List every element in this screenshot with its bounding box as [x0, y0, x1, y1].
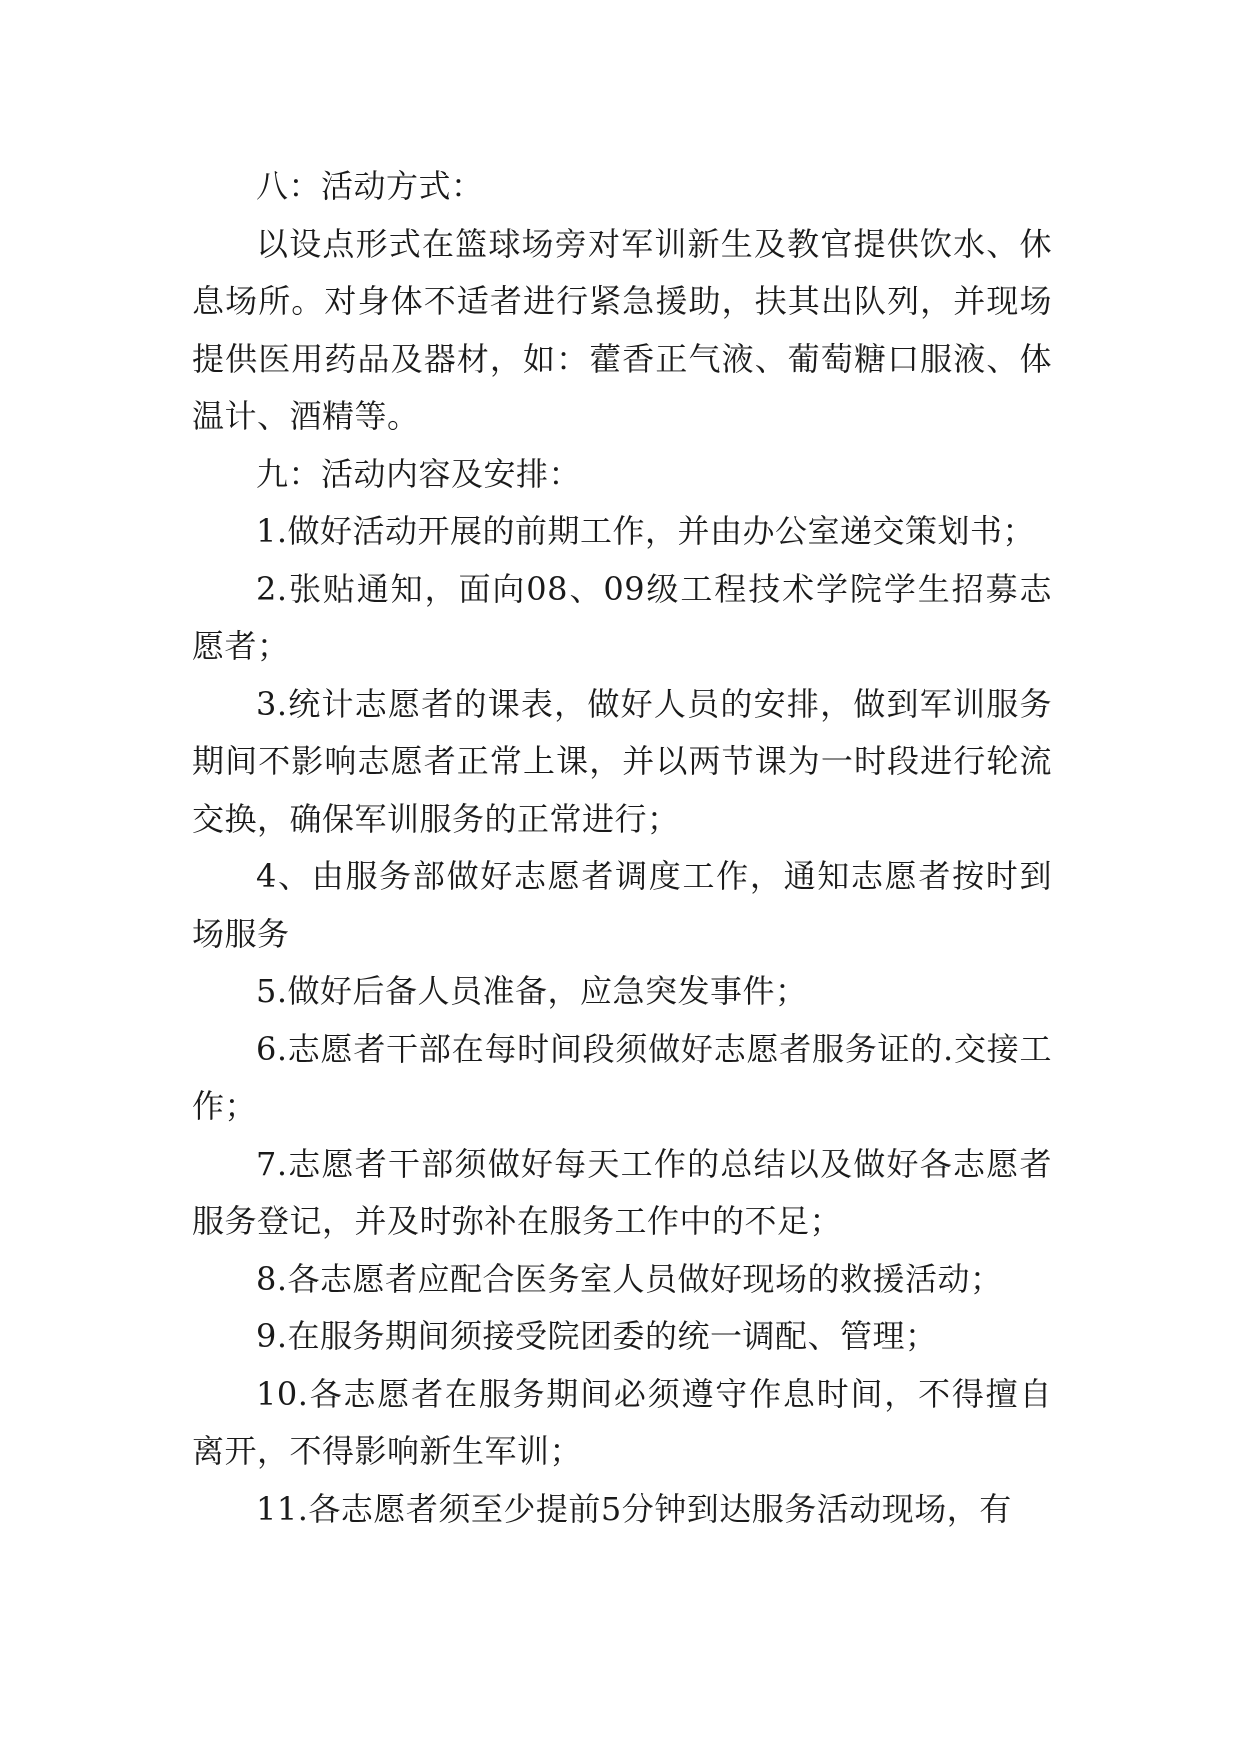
document-body	[192, 158, 1052, 1538]
list-item-4: 4、由服务部做好志愿者调度工作，通知志愿者按时到场服务	[192, 857, 1052, 953]
list-item-10: 10.各志愿者在服务期间必须遵守作息时间，不得擅自离开，不得影响新生军训；	[192, 1374, 1052, 1470]
list-item-1: 1.做好活动开展的前期工作，并由办公室递交策划书；	[256, 512, 1036, 550]
paragraph-activity-method: 以设点形式在篮球场旁对军训新生及教官提供饮水、休息场所。对身体不适者进行紧急援助，扶其出队列，并现场提供医用药品及器材，如：藿香正气液、葡萄糖口服液、体温计、酒精等。	[192, 224, 1052, 435]
section-heading-activity-method: 八：活动方式：	[256, 167, 484, 205]
list-item-2: 2.张贴通知，面向08、09级工程技术学院学生招募志愿者；	[192, 569, 1052, 665]
list-item-11: 11.各志愿者须至少提前5分钟到达服务活动现场，有	[256, 1489, 1012, 1528]
section-heading-activity-content: 九：活动内容及安排：	[256, 454, 582, 493]
list-item-5: 5.做好后备人员准备，应急突发事件；	[256, 972, 808, 1010]
list-item-7: 7.志愿者干部须做好每天工作的总结以及做好各志愿者服务登记，并及时弥补在服务工作中的不足；	[192, 1144, 1052, 1240]
list-item-3: 3.统计志愿者的课表，做好人员的安排，做到军训服务期间不影响志愿者正常上课，并以两节课为一时段进行轮流交换，确保军训服务的正常进行；	[192, 684, 1052, 838]
list-item-6: 6.志愿者干部在每时间段须做好志愿者服务证的.交接工作；	[192, 1029, 1052, 1125]
list-item-9: 9.在服务期间须接受院团委的统一调配、管理；	[256, 1317, 938, 1355]
list-item-8: 8.各志愿者应配合医务室人员做好现场的救援活动；	[256, 1259, 1003, 1298]
